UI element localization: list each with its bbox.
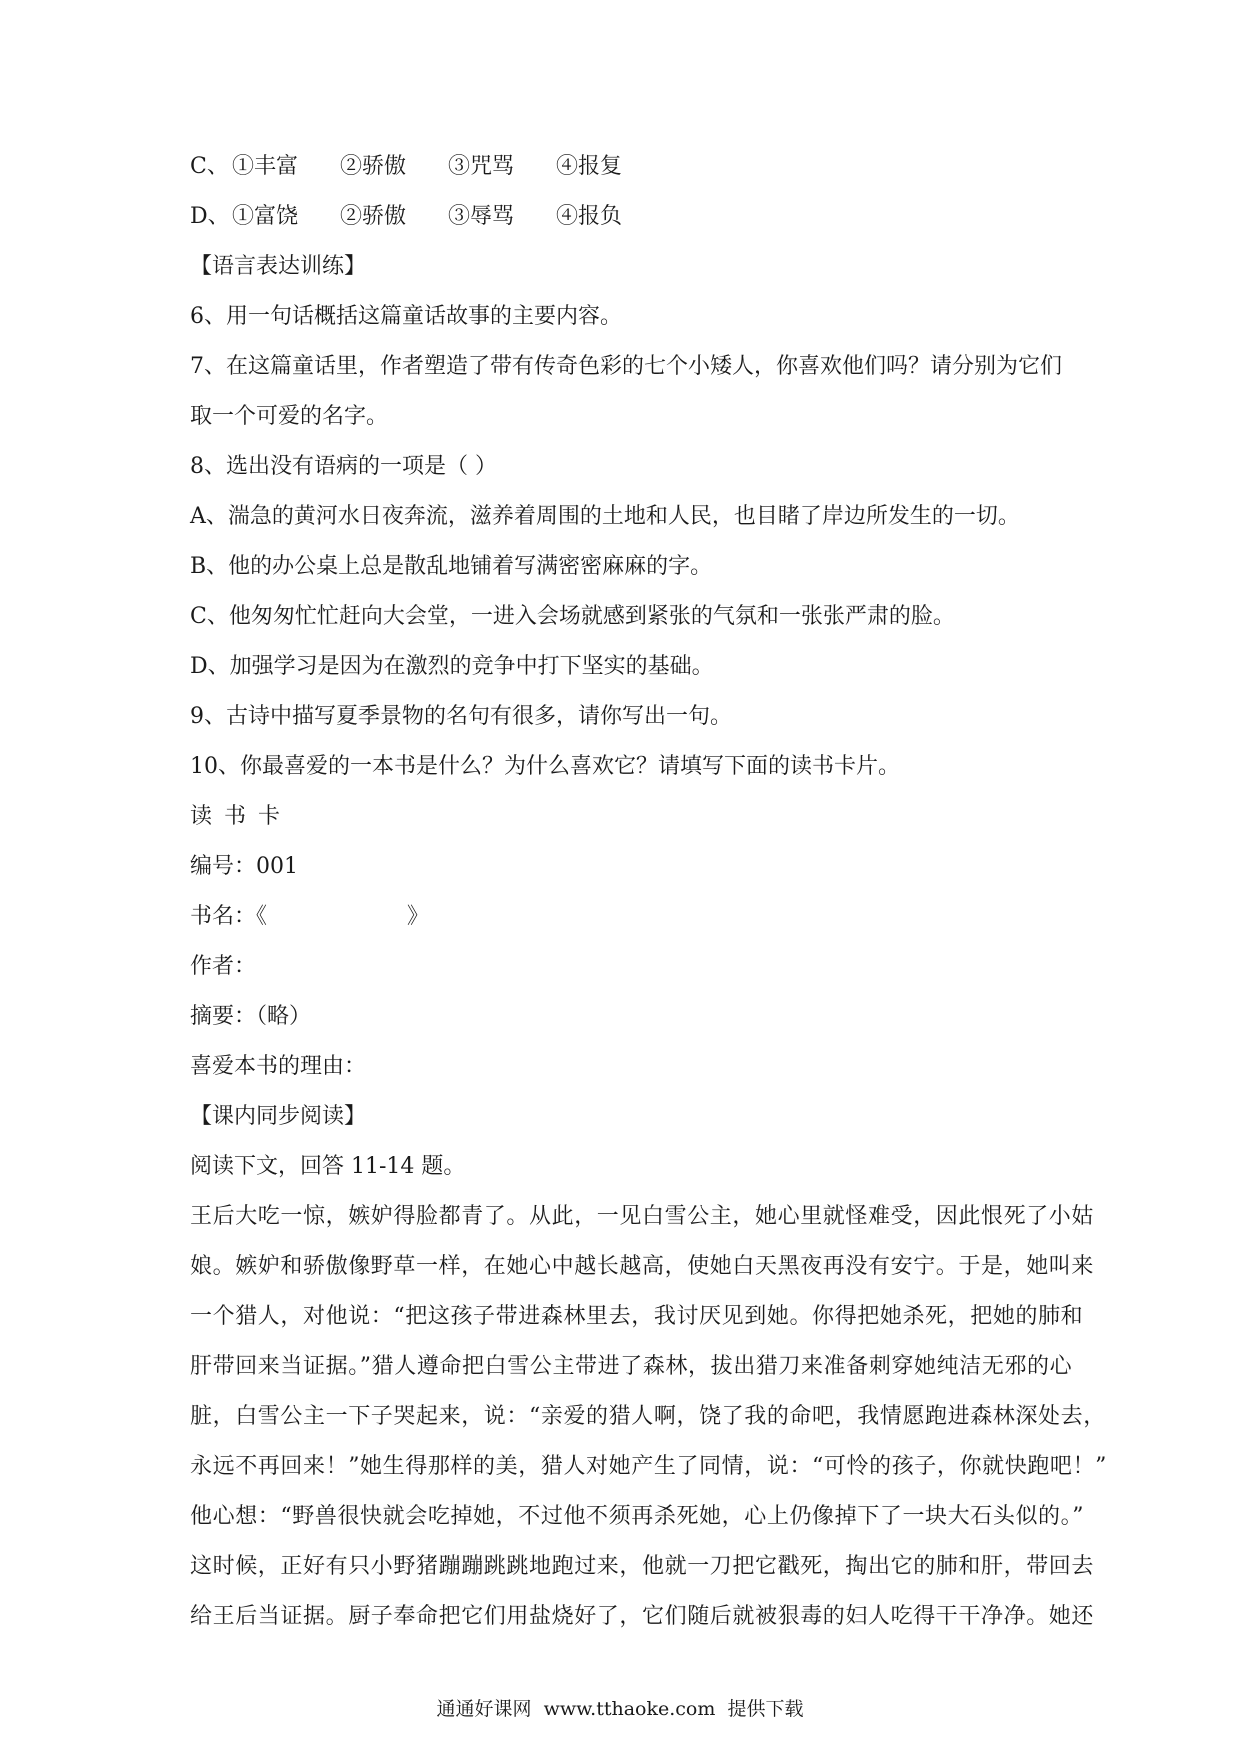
passage-line: 一个猎人，对他说：“把这孩子带进森林里去，我讨厌见到她。你得把她杀死，把她的肺和 (190, 1304, 1084, 1329)
reading-card-title: 读书卡 (190, 804, 293, 829)
passage-line: 脏，白雪公主一下子哭起来，说：“亲爱的猎人啊，饶了我的命吧，我情愿跑进森林深处去， (190, 1404, 1106, 1429)
reading-instruction: 阅读下文，回答 11-14 题。 (190, 1154, 466, 1179)
section-heading-language: 【语言表达训练】 (190, 254, 367, 279)
option-item: ③咒骂 (448, 154, 515, 179)
document-page (190, 152, 1107, 1652)
passage-line: 肝带回来当证据。”猎人遵命把白雪公主带进了森林，拔出猎刀来准备刺穿她纯洁无邪的心 (190, 1354, 1073, 1379)
option-item: ④报负 (556, 204, 623, 229)
reading-card-author: 作者： (190, 954, 257, 979)
option-item: ①丰富 (232, 154, 299, 179)
reading-card-reason: 喜爱本书的理由： (190, 1054, 367, 1079)
question-8-option-d: D、加强学习是因为在激烈的竞争中打下坚实的基础。 (190, 654, 714, 679)
question-6: 6、用一句话概括这篇童话故事的主要内容。 (190, 304, 622, 329)
option-item: ②骄傲 (340, 154, 407, 179)
reading-card-book-name: 书名：《 》 (190, 904, 429, 929)
question-8: 8、选出没有语病的一项是（ ） (190, 454, 497, 479)
option-label: D、 (190, 204, 230, 229)
option-item: ②骄傲 (340, 204, 407, 229)
reading-card-summary: 摘要：（略） (190, 1004, 312, 1029)
passage-line: 娘。嫉妒和骄傲像野草一样，在她心中越长越高，使她白天黑夜再没有安宁。于是，她叫来 (190, 1254, 1095, 1279)
passage-line: 这时候，正好有只小野猪蹦蹦跳跳地跑过来，他就一刀把它戳死，掏出它的肺和肝，带回去 (190, 1554, 1095, 1579)
passage-line: 王后大吃一惊，嫉妒得脸都青了。从此，一见白雪公主，她心里就怪难受，因此恨死了小姑 (190, 1204, 1095, 1229)
page-footer: 通通好课网 www.tthaoke.com 提供下载 (436, 1698, 804, 1720)
section-heading-reading: 【课内同步阅读】 (190, 1104, 367, 1129)
question-9: 9、古诗中描写夏季景物的名句有很多，请你写出一句。 (190, 704, 732, 729)
option-item: ④报复 (556, 154, 623, 179)
passage-line: 给王后当证据。厨子奉命把它们用盐烧好了，它们随后就被狠毒的妇人吃得干干净净。她还 (190, 1604, 1095, 1629)
question-8-option-a: A、湍急的黄河水日夜奔流，滋养着周围的土地和人民，也目睹了岸边所发生的一切。 (190, 504, 1020, 529)
option-label: C、 (190, 154, 229, 179)
option-item: ①富饶 (232, 204, 299, 229)
passage-line: 他心想：“野兽很快就会吃掉她，不过他不须再杀死她，心上仍像掉下了一块大石头似的。” (190, 1504, 1085, 1529)
passage-line: 永远不再回来！”她生得那样的美，猎人对她产生了同情，说：“可怜的孩子，你就快跑吧！” (190, 1454, 1107, 1479)
option-c-row (190, 152, 1060, 182)
question-7-line-1: 7、在这篇童话里，作者塑造了带有传奇色彩的七个小矮人，你喜欢他们吗？请分别为它们 (190, 354, 1063, 379)
question-10: 10、你最喜爱的一本书是什么？为什么喜欢它？请填写下面的读书卡片。 (190, 754, 900, 779)
question-7-line-2: 取一个可爱的名字。 (190, 404, 389, 429)
question-8-option-b: B、他的办公桌上总是散乱地铺着写满密密麻麻的字。 (190, 554, 713, 579)
question-8-option-c: C、他匆匆忙忙赶向大会堂，一进入会场就感到紧张的气氛和一张张严肃的脸。 (190, 604, 955, 629)
reading-passage (190, 1202, 1107, 1632)
option-item: ③辱骂 (448, 204, 515, 229)
option-d-row (190, 202, 1060, 232)
reading-card-number: 编号：001 (190, 854, 298, 879)
